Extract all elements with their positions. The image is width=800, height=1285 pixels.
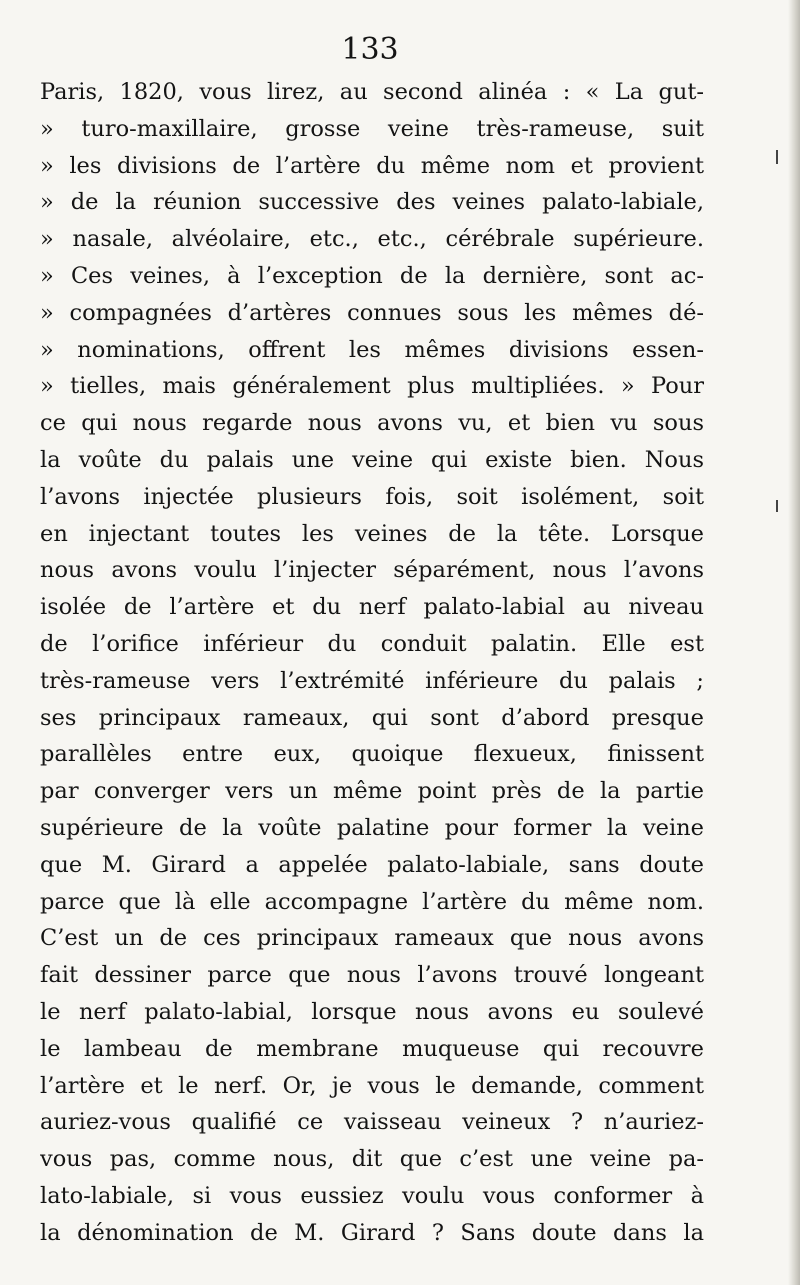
page-edge-shadow xyxy=(788,0,800,1285)
text-line: C’est un de ces principaux rameaux que nous avons xyxy=(40,925,704,952)
text-line: parce que là elle accompagne l’artère du même nom. xyxy=(40,888,704,915)
margin-mark xyxy=(776,150,778,164)
text-line: la voûte du palais une veine qui existe bien. Nous xyxy=(40,446,704,473)
margin-mark xyxy=(776,500,778,512)
text-line: en injectant toutes les veines de la tête. Lorsque xyxy=(40,520,704,547)
text-line: le lambeau de membrane muqueuse qui recouvre xyxy=(40,1035,704,1062)
text-line: de l’orifice inférieur du conduit palatin. Elle est xyxy=(40,630,704,657)
text-line: » les divisions de l’artère du même nom et provient xyxy=(40,152,704,179)
text-line: fait dessiner parce que nous l’avons trouvé longeant xyxy=(40,962,704,989)
body-text xyxy=(40,74,704,1252)
text-line: l’avons injectée plusieurs fois, soit isolément, soit xyxy=(40,483,704,510)
text-line: auriez-vous qualifié ce vaisseau veineux ? n’auriez- xyxy=(40,1109,704,1136)
text-line: lato-labiale, si vous eussiez voulu vous conformer à xyxy=(40,1182,704,1209)
text-line: nous avons voulu l’injecter séparément, nous l’avons xyxy=(40,557,704,584)
text-line: » de la réunion successive des veines palato-labiale, xyxy=(40,189,704,216)
text-line: » nominations, offrent les mêmes divisions essen- xyxy=(40,336,704,363)
text-line: très-rameuse vers l’extrémité inférieure du palais ; xyxy=(40,667,704,694)
page-number: 133 xyxy=(341,32,399,67)
text-line: le nerf palato-labial, lorsque nous avons eu soulevé xyxy=(40,998,704,1025)
text-line: vous pas, comme nous, dit que c’est une veine pa- xyxy=(40,1146,704,1173)
text-line: » tielles, mais généralement plus multipliées. » Pour xyxy=(40,373,704,400)
text-line: » turo-maxillaire, grosse veine très-rameuse, suit xyxy=(40,115,704,142)
text-line: isolée de l’artère et du nerf palato-labial au niveau xyxy=(40,594,704,621)
text-line: la dénomination de M. Girard ? Sans doute dans la xyxy=(40,1219,704,1246)
text-line: ses principaux rameaux, qui sont d’abord presque xyxy=(40,704,704,731)
text-line: Paris, 1820, vous lirez, au second alinéa : « La gut- xyxy=(40,79,704,105)
text-line: » compagnées d’artères connues sous les mêmes dé- xyxy=(40,299,704,326)
text-line: que M. Girard a appelée palato-labiale, sans doute xyxy=(40,851,704,878)
text-line: l’artère et le nerf. Or, je vous le demande, comment xyxy=(40,1072,704,1099)
text-line: supérieure de la voûte palatine pour former la veine xyxy=(40,814,704,841)
text-line: » nasale, alvéolaire, etc., etc., cérébrale supérieure. xyxy=(40,226,704,253)
text-line: parallèles entre eux, quoique flexueux, finissent xyxy=(40,741,704,768)
text-line: » Ces veines, à l’exception de la dernière, sont ac- xyxy=(40,262,704,289)
text-line: ce qui nous regarde nous avons vu, et bien vu sous xyxy=(40,410,704,437)
text-line: par converger vers un même point près de la partie xyxy=(40,778,704,805)
